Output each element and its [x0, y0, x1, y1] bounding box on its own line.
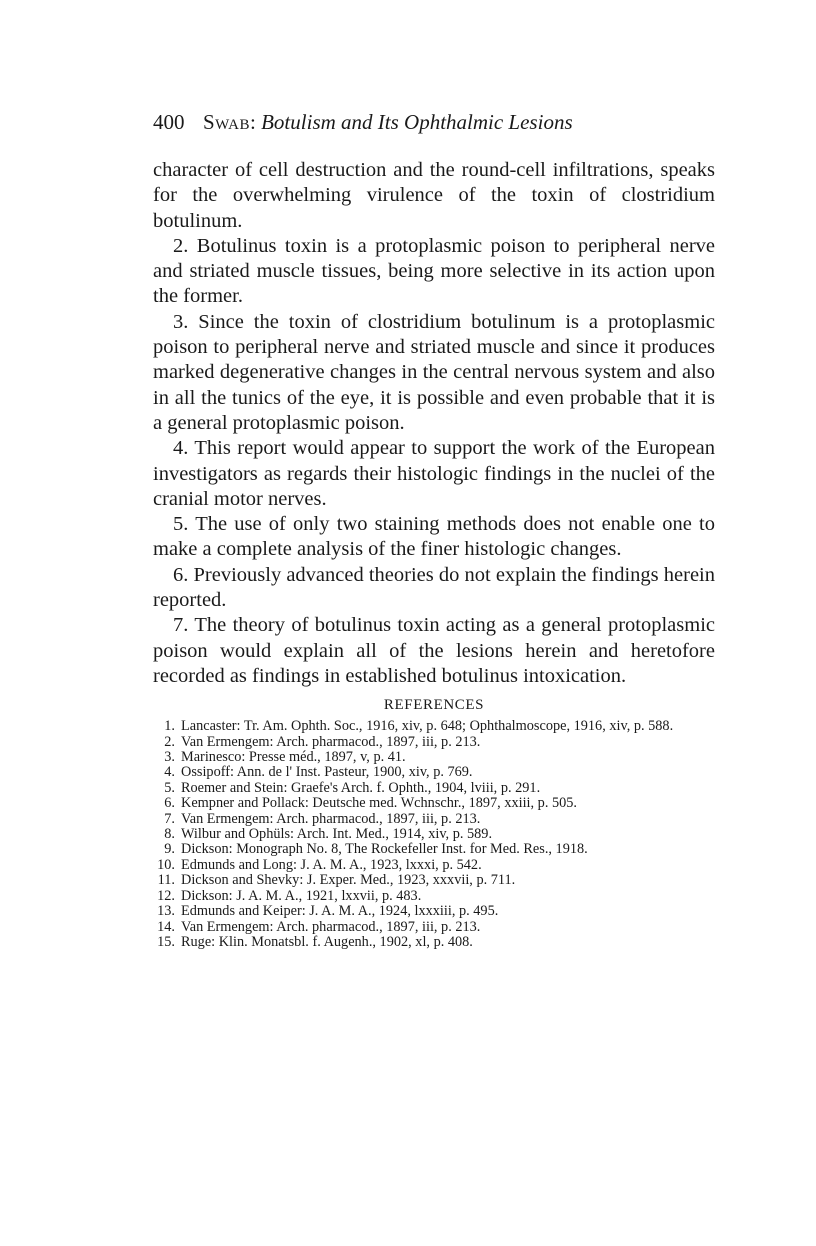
reference-number: 3.	[164, 749, 175, 766]
reference-item	[153, 889, 715, 904]
reference-number: 7.	[164, 810, 175, 827]
reference-number: 11.	[157, 872, 175, 889]
reference-text: Roemer and Stein: Graefe's Arch. f. Ophth., 1904, lviii, p. 291.	[181, 779, 541, 796]
reference-number: 14.	[157, 918, 175, 935]
reference-text: Dickson: J. A. M. A., 1921, lxxvii, p. 483.	[181, 887, 422, 904]
paragraph: character of cell destruction and the round-cell infiltrations, speaks for the overwhelming virulence of the toxin of clostridium botulinum.	[153, 159, 715, 232]
reference-item	[153, 781, 715, 796]
reference-text: Edmunds and Keiper: J. A. M. A., 1924, lxxxiii, p. 495.	[181, 903, 499, 920]
running-head	[153, 108, 715, 136]
reference-text: Ruge: Klin. Monatsbl. f. Augenh., 1902, xl, p. 408.	[181, 933, 473, 950]
reference-item	[153, 765, 715, 780]
conclusion-item: 7. The theory of botulinus toxin acting as a general protoplasmic poison would explain all of the lesions herein and heretofore recorded as findings in established botulinus intoxication.	[153, 614, 715, 687]
reference-text: Lancaster: Tr. Am. Ophth. Soc., 1916, xiv, p. 648; Ophthalmoscope, 1916, xiv, p. 588.	[181, 718, 674, 735]
reference-number: 6.	[164, 795, 175, 812]
reference-item	[153, 873, 715, 888]
reference-number: 8.	[164, 826, 175, 843]
reference-item	[153, 842, 715, 857]
reference-text: Van Ermengem: Arch. pharmacod., 1897, iii, p. 213.	[181, 918, 481, 935]
reference-number: 2.	[164, 733, 175, 750]
reference-item	[153, 812, 715, 827]
reference-number: 15.	[157, 933, 175, 950]
reference-number: 13.	[157, 903, 175, 920]
running-head-separator: :	[250, 110, 262, 134]
reference-text: Wilbur and Ophüls: Arch. Int. Med., 1914, xiv, p. 589.	[181, 826, 493, 843]
page-number: 400	[153, 110, 185, 134]
reference-item	[153, 920, 715, 935]
reference-text: Van Ermengem: Arch. pharmacod., 1897, iii, p. 213.	[181, 733, 481, 750]
reference-text: Marinesco: Presse méd., 1897, v, p. 41.	[181, 749, 406, 766]
conclusion-item: 6. Previously advanced theories do not explain the findings herein reported.	[153, 563, 715, 612]
reference-number: 1.	[164, 718, 175, 735]
running-head-author: Swab	[203, 110, 251, 134]
reference-item	[153, 735, 715, 750]
reference-text: Edmunds and Long: J. A. M. A., 1923, lxxxi, p. 542.	[181, 856, 482, 873]
references-heading: REFERENCES	[383, 697, 485, 714]
conclusion-item: 5. The use of only two staining methods does not enable one to make a complete analysis of the finer histologic changes.	[153, 513, 715, 561]
running-head-title: Botulism and Its Ophthalmic Lesions	[261, 110, 573, 134]
references-list	[153, 719, 715, 950]
reference-number: 4.	[164, 764, 175, 781]
reference-item	[153, 935, 715, 950]
reference-item	[153, 750, 715, 765]
reference-text: Ossipoff: Ann. de l' Inst. Pasteur, 1900, xiv, p. 769.	[181, 764, 473, 781]
reference-item	[153, 858, 715, 873]
reference-text: Dickson: Monograph No. 8, The Rockefeller Inst. for Med. Res., 1918.	[181, 841, 588, 858]
reference-text: Kempner and Pollack: Deutsche med. Wchnschr., 1897, xxiii, p. 505.	[181, 795, 577, 812]
conclusion-item: 3. Since the toxin of clostridium botulinum is a protoplasmic poison to peripheral nerve and striated muscle and since it produces marked degenerative changes in the central nervous system and also in all the tunics of the eye, it is possible and even probable that it is a general protoplasmic poison.	[153, 310, 715, 434]
reference-item	[153, 796, 715, 811]
reference-number: 5.	[164, 779, 175, 796]
conclusion-item: 2. Botulinus toxin is a protoplasmic poison to peripheral nerve and striated muscle tissues, being more selective in its action upon the former.	[153, 234, 715, 308]
reference-text: Dickson and Shevky: J. Exper. Med., 1923, xxxvii, p. 711.	[181, 872, 516, 889]
conclusion-item: 4. This report would appear to support the work of the European investigators as regards their histologic findings in the nuclei of the cranial motor nerves.	[153, 437, 715, 510]
reference-item	[153, 719, 715, 734]
reference-item	[153, 904, 715, 919]
reference-text: Van Ermengem: Arch. pharmacod., 1897, iii, p. 213.	[181, 810, 481, 827]
reference-number: 9.	[164, 841, 175, 858]
reference-number: 10.	[157, 856, 175, 873]
reference-number: 12.	[157, 887, 175, 904]
reference-item	[153, 827, 715, 842]
journal-page	[153, 108, 715, 950]
article-body	[153, 158, 715, 689]
